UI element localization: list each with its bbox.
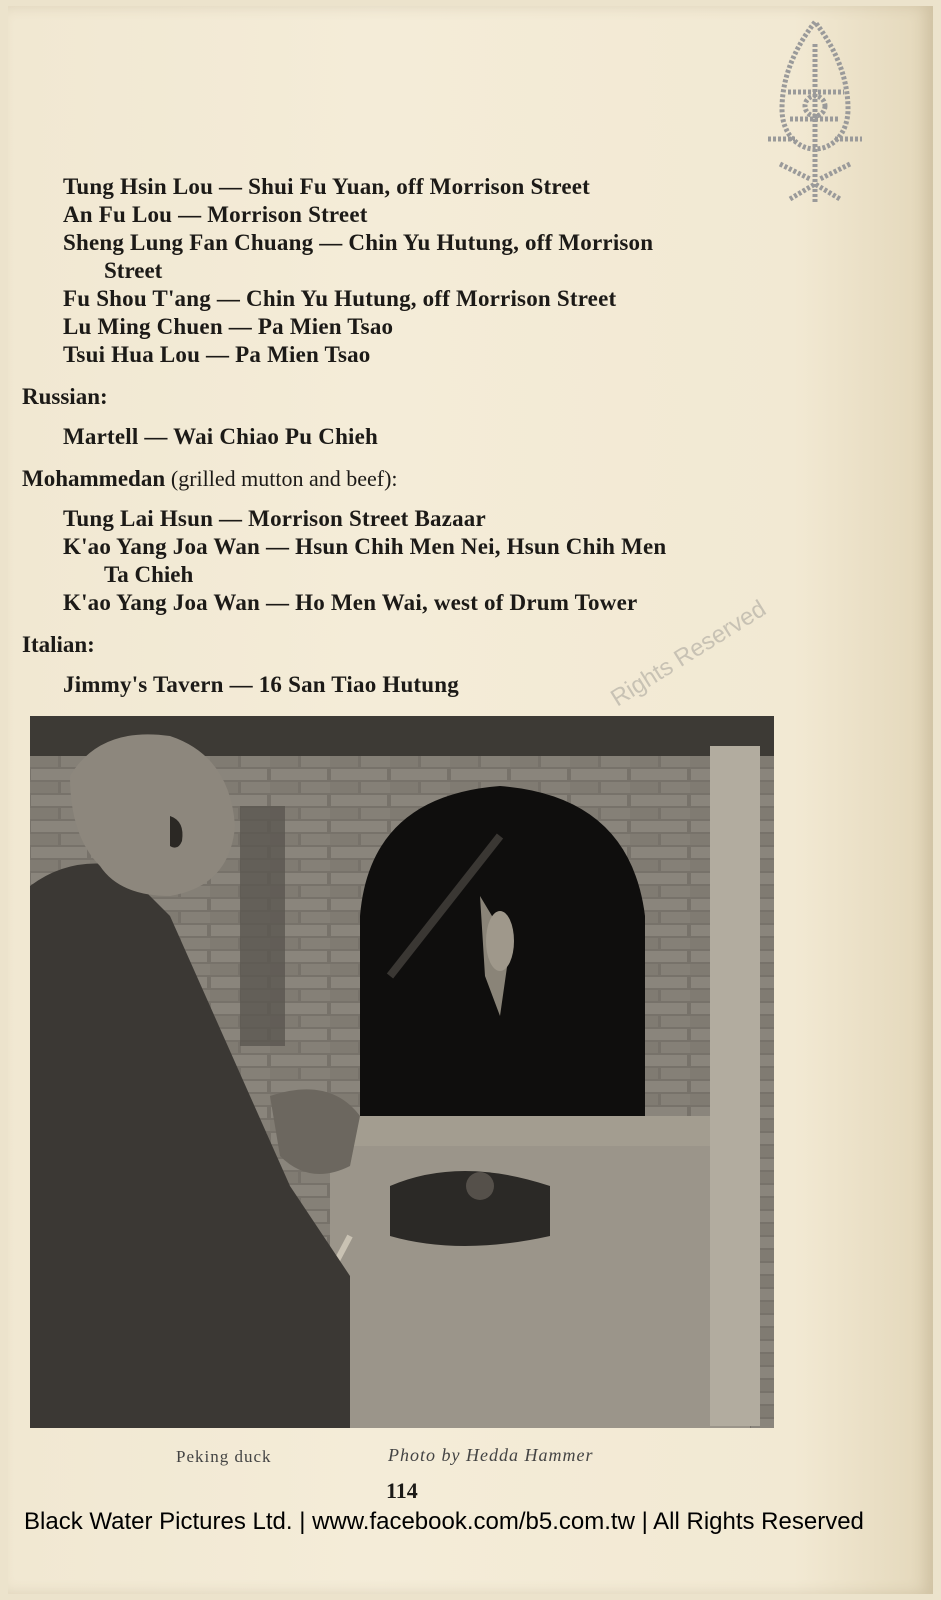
restaurant-entry: Jimmy's Tavern — 16 San Tiao Hutung <box>63 672 459 697</box>
restaurant-entry-continuation: Street <box>104 258 163 283</box>
restaurant-entry: An Fu Lou — Morrison Street <box>63 202 368 227</box>
heading-label: Mohammedan <box>22 466 166 491</box>
restaurant-entry: Tsui Hua Lou — Pa Mien Tsao <box>63 342 371 367</box>
restaurant-entry: Tung Hsin Lou — Shui Fu Yuan, off Morrison Street <box>63 174 590 199</box>
page-number: 114 <box>386 1478 418 1503</box>
restaurant-entry-continuation: Ta Chieh <box>104 562 194 587</box>
section-heading-russian: Russian: <box>22 384 108 409</box>
peking-duck-photo <box>30 716 774 1428</box>
restaurant-entry: Tung Lai Hsun — Morrison Street Bazaar <box>63 506 486 531</box>
restaurant-entry: K'ao Yang Joa Wan — Ho Men Wai, west of Drum Tower <box>63 590 638 615</box>
photo-illustration <box>30 716 774 1428</box>
restaurant-entry: Martell — Wai Chiao Pu Chieh <box>63 424 379 449</box>
section-heading-italian: Italian: <box>22 632 95 657</box>
heading-note: (grilled mutton and beef): <box>170 466 398 491</box>
photo-caption: Peking duck <box>176 1447 272 1466</box>
restaurant-entry: Lu Ming Chuen — Pa Mien Tsao <box>63 314 394 339</box>
restaurant-entry: Sheng Lung Fan Chuang — Chin Yu Hutung, off Morrison <box>63 230 654 255</box>
copyright-footer: Black Water Pictures Ltd. | www.facebook.com/b5.com.tw | All Rights Reserved <box>24 1508 864 1535</box>
photo-credit: Photo by Hedda Hammer <box>388 1445 594 1465</box>
section-heading-mohammedan <box>22 466 398 492</box>
restaurant-entry: Fu Shou T'ang — Chin Yu Hutung, off Morrison Street <box>63 286 617 311</box>
restaurant-entry: K'ao Yang Joa Wan — Hsun Chih Men Nei, Hsun Chih Men <box>63 534 667 559</box>
watermark-text: Rights Reserved <box>606 595 771 713</box>
seal-stamp-icon <box>760 14 870 214</box>
